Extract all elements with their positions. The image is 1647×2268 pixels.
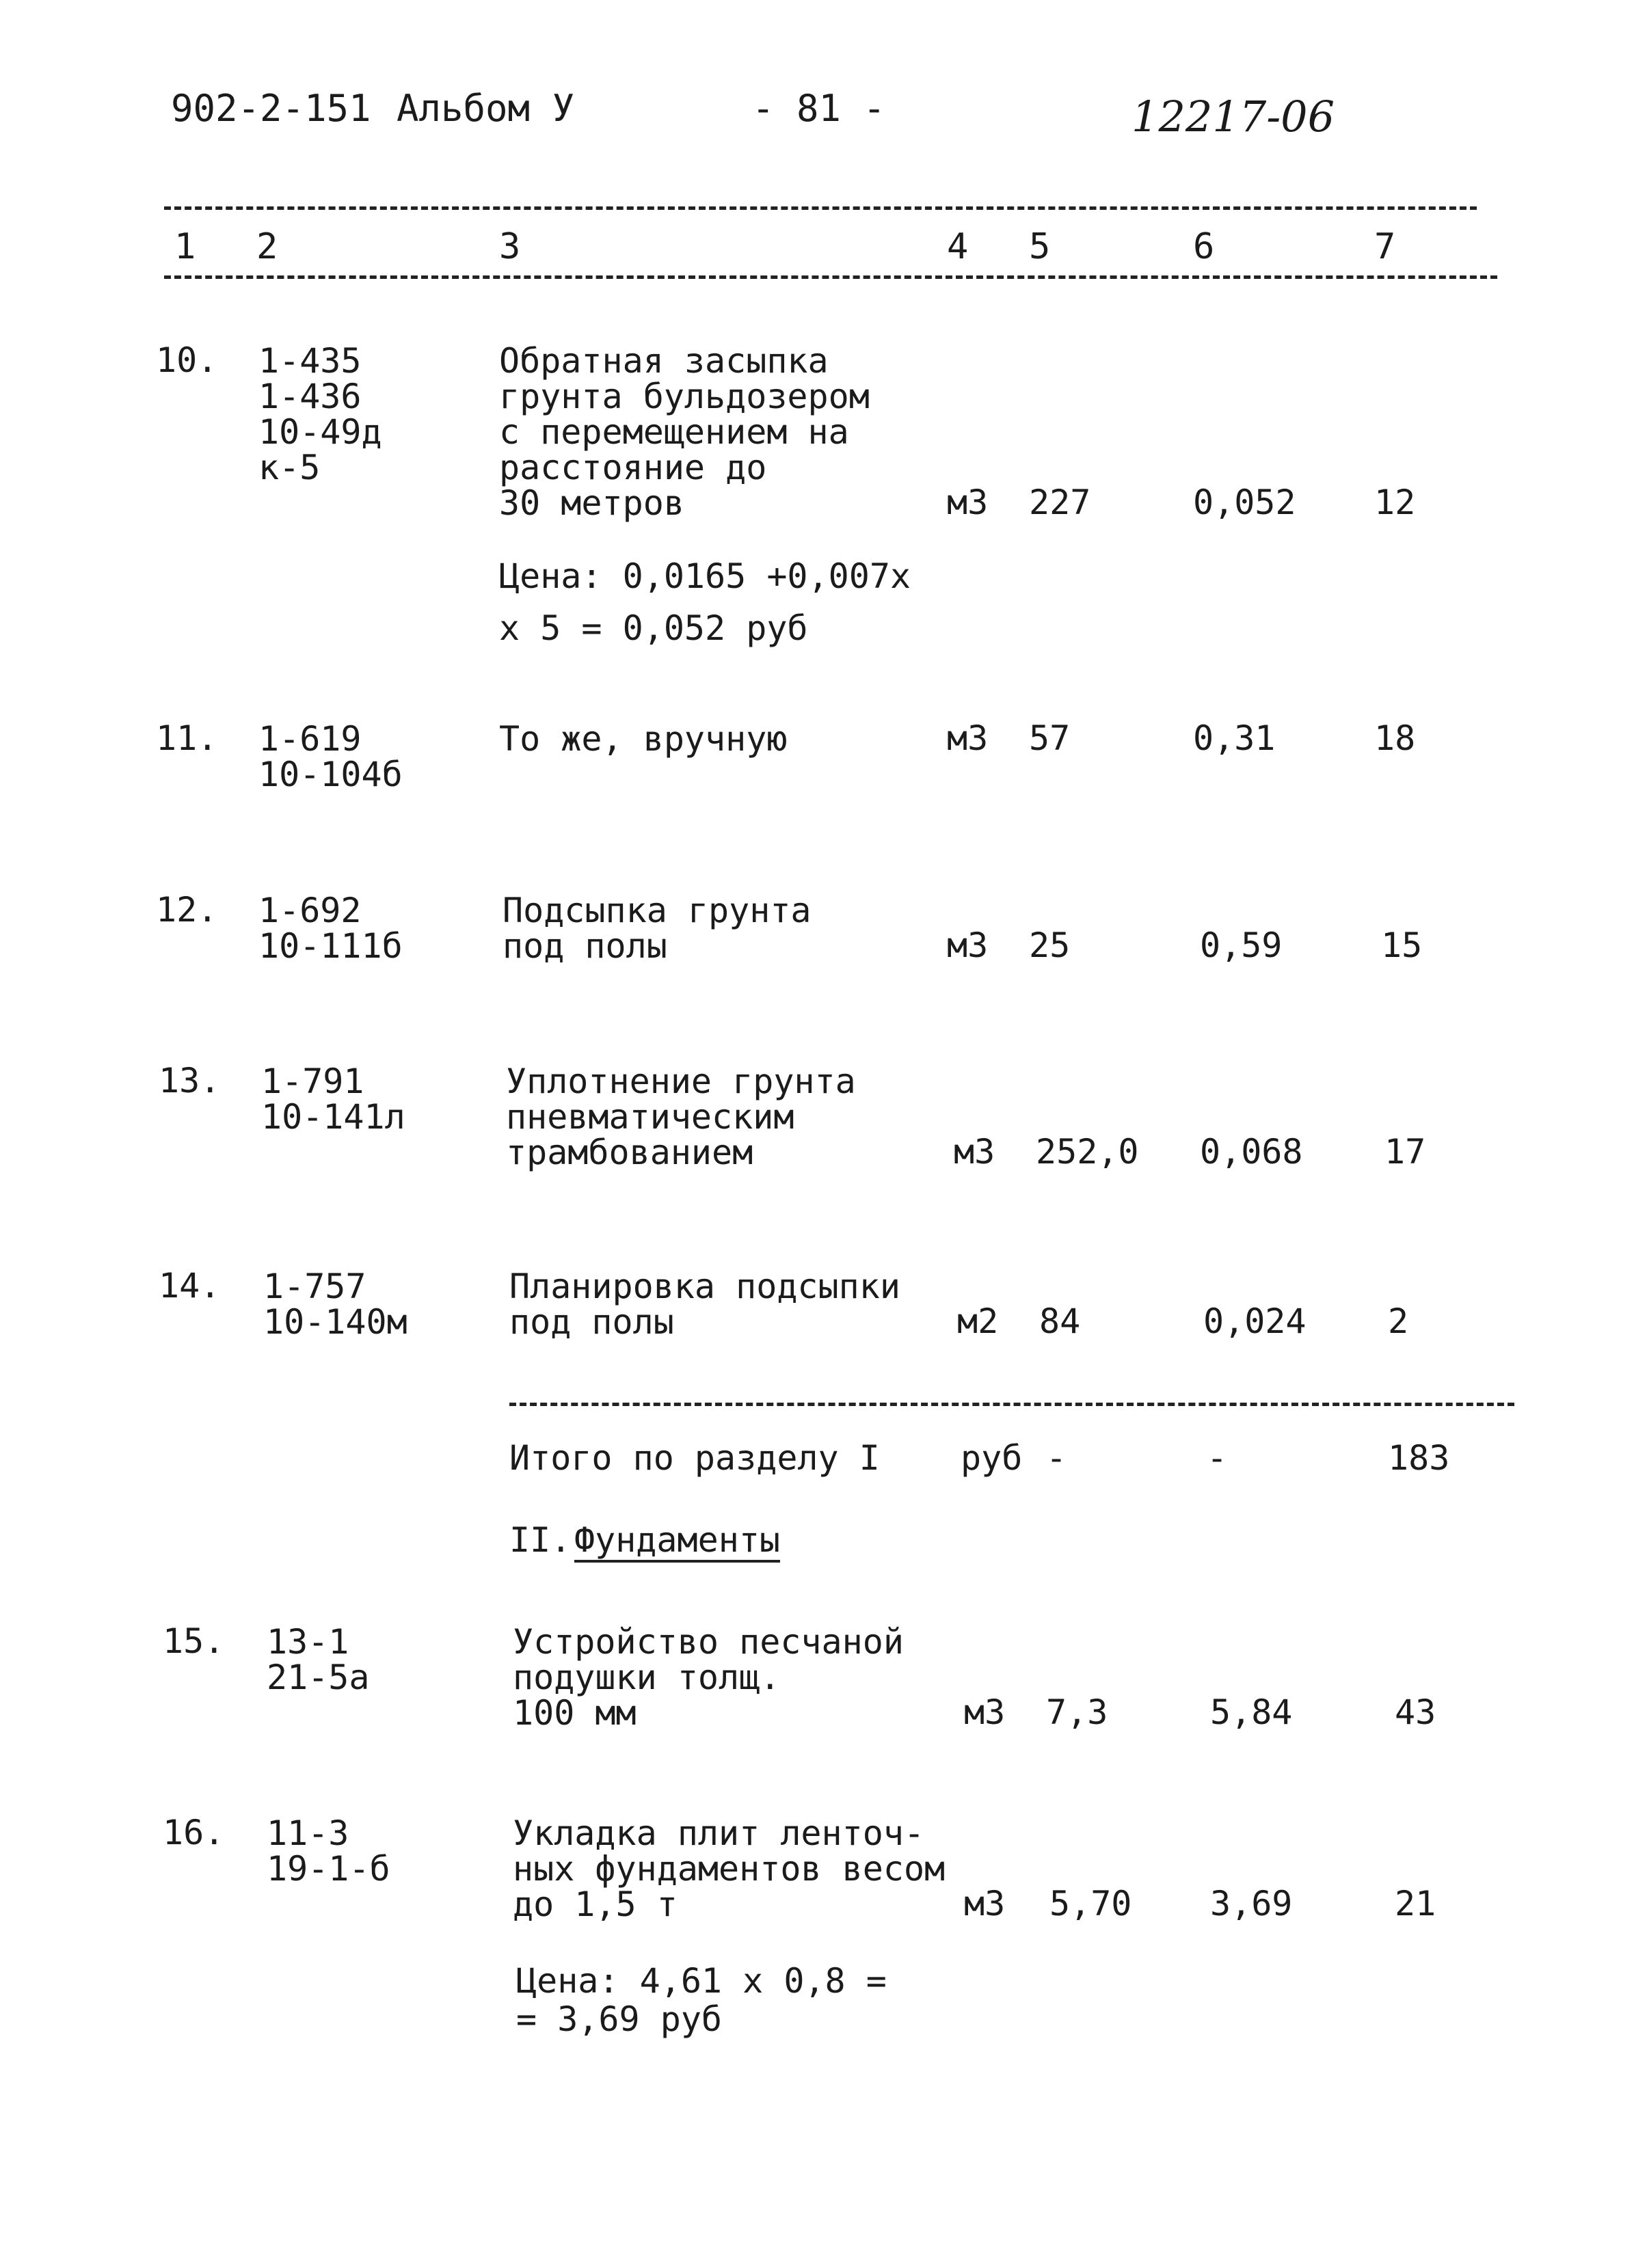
- section-number: II.: [509, 1520, 572, 1560]
- row-total: 15: [1381, 926, 1423, 965]
- album-label: Альбом У: [397, 87, 575, 130]
- row-unit-price: 0,068: [1200, 1132, 1303, 1172]
- row-codes: 1-619 10-104б: [258, 719, 403, 794]
- subtotal-total: 183: [1388, 1438, 1450, 1478]
- row-unit: м3: [964, 1884, 1006, 1923]
- column-header-4: 4: [947, 226, 969, 267]
- column-header-2: 2: [256, 226, 278, 267]
- column-header-3: 3: [499, 226, 521, 267]
- subtotal-label: Итого по разделу I: [509, 1438, 880, 1478]
- page-number: - 81 -: [752, 87, 886, 130]
- row-quantity: 5,70: [1049, 1884, 1132, 1923]
- header-top-rule: [164, 206, 1477, 210]
- row-unit-price: 0,052: [1193, 483, 1296, 522]
- row-total: 21: [1395, 1884, 1436, 1923]
- row-description: Устройство песчаной подушки толщ. 100 мм: [513, 1622, 904, 1733]
- row-codes: 1-791 10-141л: [261, 1062, 405, 1137]
- row-unit-price: 3,69: [1210, 1884, 1293, 1923]
- row-description: Обратная засыпка грунта бульдозером с перемещением на расстояние до 30 метров: [499, 341, 870, 523]
- row-unit: м2: [957, 1301, 999, 1341]
- row-quantity: 57: [1029, 718, 1071, 758]
- subtotal-unit: руб: [961, 1438, 1023, 1478]
- row-number: 16.: [163, 1813, 225, 1852]
- row-price-note: Цена: 0,0165 +0,007х х 5 = 0,052 руб: [499, 556, 911, 648]
- row-codes: 1-757 10-140м: [263, 1267, 407, 1342]
- row-price-note: Цена: 4,61 х 0,8 = = 3,69 руб: [516, 1961, 887, 2039]
- column-header-1: 1: [174, 226, 196, 267]
- row-total: 2: [1388, 1301, 1409, 1341]
- row-quantity: 84: [1039, 1301, 1081, 1341]
- row-quantity: 25: [1029, 926, 1071, 965]
- row-codes: 1-692 10-111б: [258, 891, 403, 966]
- row-unit-price: 5,84: [1210, 1692, 1293, 1732]
- row-unit-price: 0,31: [1193, 718, 1276, 758]
- column-header-5: 5: [1029, 226, 1051, 267]
- column-header-6: 6: [1193, 226, 1215, 267]
- row-total: 43: [1395, 1692, 1436, 1732]
- row-codes: 11-3 19-1-б: [267, 1813, 390, 1889]
- document-code: 902-2-151: [171, 87, 371, 130]
- section-title: Фундаменты: [574, 1523, 780, 1563]
- row-number: 10.: [156, 340, 218, 380]
- row-description: Укладка плит ленточ- ных фундаментов весом до 1,5 т: [513, 1813, 946, 1924]
- subtotal-quantity: -: [1046, 1438, 1067, 1478]
- row-number: 11.: [156, 718, 218, 758]
- column-header-7: 7: [1374, 226, 1396, 267]
- row-unit: м3: [947, 483, 989, 522]
- row-total: 12: [1374, 483, 1416, 522]
- row-unit-price: 0,024: [1203, 1301, 1307, 1341]
- row-codes: 1-435 1-436 10-49д к-5: [258, 341, 382, 487]
- row-total: 18: [1374, 718, 1416, 758]
- header-bottom-rule: [164, 275, 1497, 279]
- handwritten-stamp: 12217-06: [1132, 92, 1335, 141]
- row-quantity: 252,0: [1036, 1132, 1139, 1172]
- row-total: 17: [1384, 1132, 1426, 1172]
- row-number: 12.: [156, 890, 218, 930]
- row-unit: м3: [947, 718, 989, 758]
- row-number: 15.: [163, 1621, 225, 1661]
- row-unit: м3: [964, 1692, 1006, 1732]
- row-description: Подсыпка грунта под полы: [503, 891, 812, 966]
- row-number: 13.: [159, 1061, 221, 1101]
- subtotal-price: -: [1207, 1438, 1228, 1478]
- row-quantity: 7,3: [1046, 1692, 1108, 1732]
- row-description: То же, вручную: [499, 719, 788, 759]
- row-unit: м3: [947, 926, 989, 965]
- subtotal-rule: [509, 1403, 1514, 1406]
- row-description: Планировка подсыпки под полы: [509, 1267, 900, 1342]
- row-codes: 13-1 21-5а: [267, 1622, 370, 1697]
- row-number: 14.: [159, 1266, 221, 1306]
- row-quantity: 227: [1029, 483, 1091, 522]
- row-unit-price: 0,59: [1200, 926, 1283, 965]
- row-unit: м3: [954, 1132, 995, 1172]
- row-description: Уплотнение грунта пневматическим трамбованием: [506, 1062, 856, 1172]
